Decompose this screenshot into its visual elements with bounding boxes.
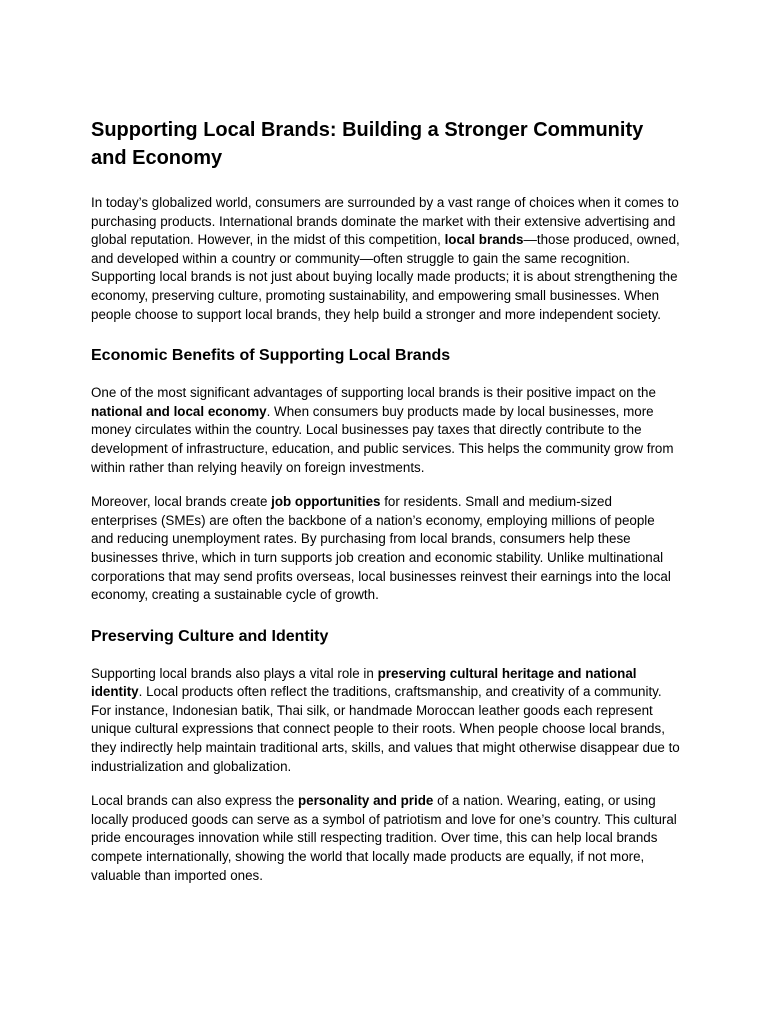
culture-p2-text-2: of a nation. Wearing, eating, or using locally produced goods can serve as a symbol of patriotism and love for one’s country. This cultural pride encourages innovation while still respecting tradition. Over time, this can help local brands compete internationally, showing the world that locally made products are equally, if not more, valuable than imported ones. — [91, 793, 677, 883]
economic-p1-text-1: One of the most significant advantages of supporting local brands is their positive impact on the — [91, 385, 656, 401]
economic-paragraph-1 — [91, 384, 680, 477]
economic-p1-text-2: . When consumers buy products made by local businesses, more money circulates within the country. Local businesses pay taxes that directly contribute to the development of infrastructure, education, and public services. This helps the community grow from within rather than relying heavily on foreign investments. — [91, 403, 674, 475]
economic-p2-text-2: for residents. Small and medium-sized enterprises (SMEs) are often the backbone of a nation’s economy, employing millions of people and reducing unemployment rates. By purchasing from local brands, consumers help these businesses thrive, which in turn supports job creation and economic stability. Unlike multinational corporations that may send profits overseas, local businesses reinvest their earnings into the local economy, creating a sustainable cycle of growth. — [91, 494, 671, 603]
economic-p2-text-1: Moreover, local brands create — [91, 494, 272, 510]
culture-p2-bold: personality and pride — [297, 793, 434, 809]
section-heading-economic-benefits: Economic Benefits of Supporting Local Brands — [91, 347, 451, 365]
intro-text-1: In today’s globalized world, consumers are surrounded by a vast range of choices when it comes to purchasing products. International brands dominate the market with their extensive advertising and global reputation. However, in the midst of this competition, — [91, 195, 679, 248]
intro-text-2: —those produced, owned, and developed within a country or community—often struggle to gain the same recognition. Supporting local brands is not just about buying locally made products; it is about strengthening the economy, preserving culture, promoting sustainability, and empowering small businesses. When people choose to support local brands, they help build a stronger and more independent society. — [91, 232, 680, 322]
economic-paragraph-2 — [91, 493, 680, 605]
economic-p2-bold: job opportunities — [271, 494, 381, 510]
intro-paragraph — [91, 194, 680, 324]
culture-paragraph-1 — [91, 665, 680, 777]
culture-p1-text-2: . Local products often reflect the traditions, craftsmanship, and creativity of a community. For instance, Indonesian batik, Thai silk, or handmade Moroccan leather goods each represent unique cultural expressions that connect people to their roots. When people choose local brands, they indirectly help maintain traditional arts, skills, and values that might otherwise disappear due to industrialization and globalization. — [91, 684, 680, 774]
section-heading-culture-identity: Preserving Culture and Identity — [91, 627, 329, 645]
culture-p2-text-1: Local brands can also express the — [91, 793, 298, 809]
culture-paragraph-2 — [91, 792, 680, 885]
economic-p1-bold: national and local economy — [91, 403, 267, 419]
culture-p1-text-1: Supporting local brands also plays a vital role in — [91, 665, 378, 681]
document-title: Supporting Local Brands: Building a Stronger Community and Economy — [91, 119, 644, 169]
culture-p1-bold: preserving cultural heritage and national identity — [91, 665, 637, 700]
intro-bold-local-brands: local brands — [444, 232, 524, 248]
